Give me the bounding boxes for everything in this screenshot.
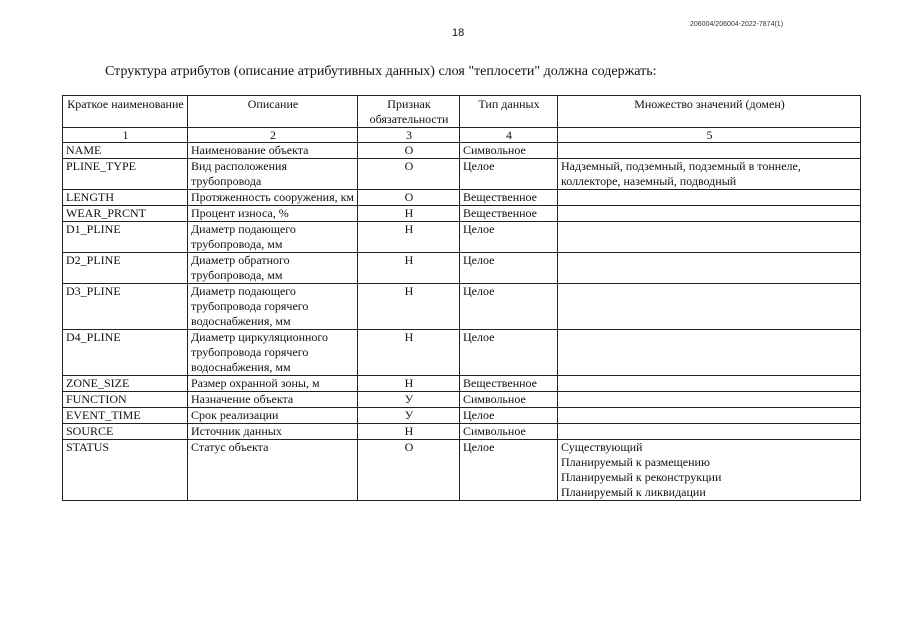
attr-name-cell: EVENT_TIME (63, 408, 188, 424)
attributes-table (62, 95, 861, 501)
attr-data-type-cell: Вещественное (460, 376, 558, 392)
attr-description-cell: Источник данных (188, 424, 358, 440)
attr-domain-cell (558, 222, 861, 253)
table-header-row (63, 96, 861, 128)
attr-description-cell: Статус объекта (188, 440, 358, 501)
page-heading: Структура атрибутов (описание атрибутивных данных) слоя "теплосети" должна содержать: (105, 64, 657, 79)
attr-domain-cell (558, 440, 861, 501)
attr-description-cell: Наименование объекта (188, 143, 358, 159)
table-row (63, 159, 861, 190)
table-row (63, 424, 861, 440)
column-number: 5 (558, 128, 861, 143)
header-description: Описание (188, 96, 358, 128)
column-number-row (63, 128, 861, 143)
header-data-type: Тип данных (460, 96, 558, 128)
column-number: 1 (63, 128, 188, 143)
attr-domain-cell (558, 392, 861, 408)
attr-data-type-cell: Символьное (460, 392, 558, 408)
attr-description-cell: Процент износа, % (188, 206, 358, 222)
attr-name-cell: LENGTH (63, 190, 188, 206)
attr-data-type-cell: Целое (460, 222, 558, 253)
attr-required-flag-cell: Н (358, 222, 460, 253)
attr-data-type-cell: Целое (460, 440, 558, 501)
attr-data-type-cell: Вещественное (460, 206, 558, 222)
attr-description-cell: Диаметр подающего трубопровода, мм (188, 222, 358, 253)
attr-required-flag-cell: Н (358, 424, 460, 440)
attr-name-cell: NAME (63, 143, 188, 159)
attr-domain-cell (558, 253, 861, 284)
domain-value: Планируемый к размещению (561, 455, 710, 469)
attr-required-flag-cell: О (358, 159, 460, 190)
attr-description-cell: Вид расположения трубопровода (188, 159, 358, 190)
column-number: 4 (460, 128, 558, 143)
attr-domain-cell (558, 143, 861, 159)
attr-name-cell: STATUS (63, 440, 188, 501)
table-row (63, 440, 861, 501)
table-row (63, 222, 861, 253)
table-row (63, 143, 861, 159)
attr-domain-cell (558, 190, 861, 206)
attr-description-cell: Диаметр обратного трубопровода, мм (188, 253, 358, 284)
attr-description-cell: Срок реализации (188, 408, 358, 424)
attr-name-cell: SOURCE (63, 424, 188, 440)
attr-data-type-cell: Целое (460, 330, 558, 376)
attr-domain-cell (558, 376, 861, 392)
attr-description-cell: Протяженность сооружения, км (188, 190, 358, 206)
attr-domain-cell (558, 159, 861, 190)
table-row (63, 206, 861, 222)
attr-description-cell: Размер охранной зоны, м (188, 376, 358, 392)
attr-data-type-cell: Символьное (460, 143, 558, 159)
attr-name-cell: D2_PLINE (63, 253, 188, 284)
attr-required-flag-cell: У (358, 392, 460, 408)
page-number: 18 (452, 27, 465, 39)
attr-required-flag-cell: Н (358, 253, 460, 284)
attr-required-flag-cell: Н (358, 206, 460, 222)
attr-data-type-cell: Символьное (460, 424, 558, 440)
table-row (63, 330, 861, 376)
attr-name-cell: FUNCTION (63, 392, 188, 408)
attr-domain-cell (558, 408, 861, 424)
table-row (63, 190, 861, 206)
header-required-flag: Признак обязательности (358, 96, 460, 128)
attr-required-flag-cell: О (358, 143, 460, 159)
attr-domain-cell (558, 330, 861, 376)
header-value-domain: Множество значений (домен) (558, 96, 861, 128)
attr-domain-cell (558, 284, 861, 330)
attr-description-cell: Диаметр циркуляционного трубопровода горячего водоснабжения, мм (188, 330, 358, 376)
domain-value: Планируемый к реконструкции (561, 470, 722, 484)
attr-name-cell: D1_PLINE (63, 222, 188, 253)
attr-data-type-cell: Целое (460, 253, 558, 284)
attr-name-cell: D4_PLINE (63, 330, 188, 376)
attr-required-flag-cell: О (358, 440, 460, 501)
attr-required-flag-cell: Н (358, 284, 460, 330)
document-code: 206004/206004-2022-7874(1) (690, 21, 784, 28)
attr-required-flag-cell: Н (358, 330, 460, 376)
attr-description-cell: Диаметр подающего трубопровода горячего водоснабжения, мм (188, 284, 358, 330)
table-row (63, 392, 861, 408)
attr-domain-cell (558, 424, 861, 440)
table-row (63, 284, 861, 330)
attr-name-cell: PLINE_TYPE (63, 159, 188, 190)
attr-data-type-cell: Вещественное (460, 190, 558, 206)
domain-value: Существующий (561, 440, 643, 454)
attr-required-flag-cell: О (358, 190, 460, 206)
attr-required-flag-cell: Н (358, 376, 460, 392)
attr-data-type-cell: Целое (460, 284, 558, 330)
attr-data-type-cell: Целое (460, 159, 558, 190)
header-short-name: Краткое наименование (63, 96, 188, 128)
table-row (63, 376, 861, 392)
attr-name-cell: WEAR_PRCNT (63, 206, 188, 222)
attr-name-cell: ZONE_SIZE (63, 376, 188, 392)
attr-description-cell: Назначение объекта (188, 392, 358, 408)
column-number: 3 (358, 128, 460, 143)
attr-data-type-cell: Целое (460, 408, 558, 424)
attr-name-cell: D3_PLINE (63, 284, 188, 330)
domain-value: Планируемый к ликвидации (561, 485, 706, 499)
attr-domain-cell (558, 206, 861, 222)
table-row (63, 408, 861, 424)
column-number: 2 (188, 128, 358, 143)
attr-required-flag-cell: У (358, 408, 460, 424)
table-row (63, 253, 861, 284)
domain-value: Надземный, подземный, подземный в тоннеле, коллекторе, наземный, подводный (561, 159, 801, 188)
